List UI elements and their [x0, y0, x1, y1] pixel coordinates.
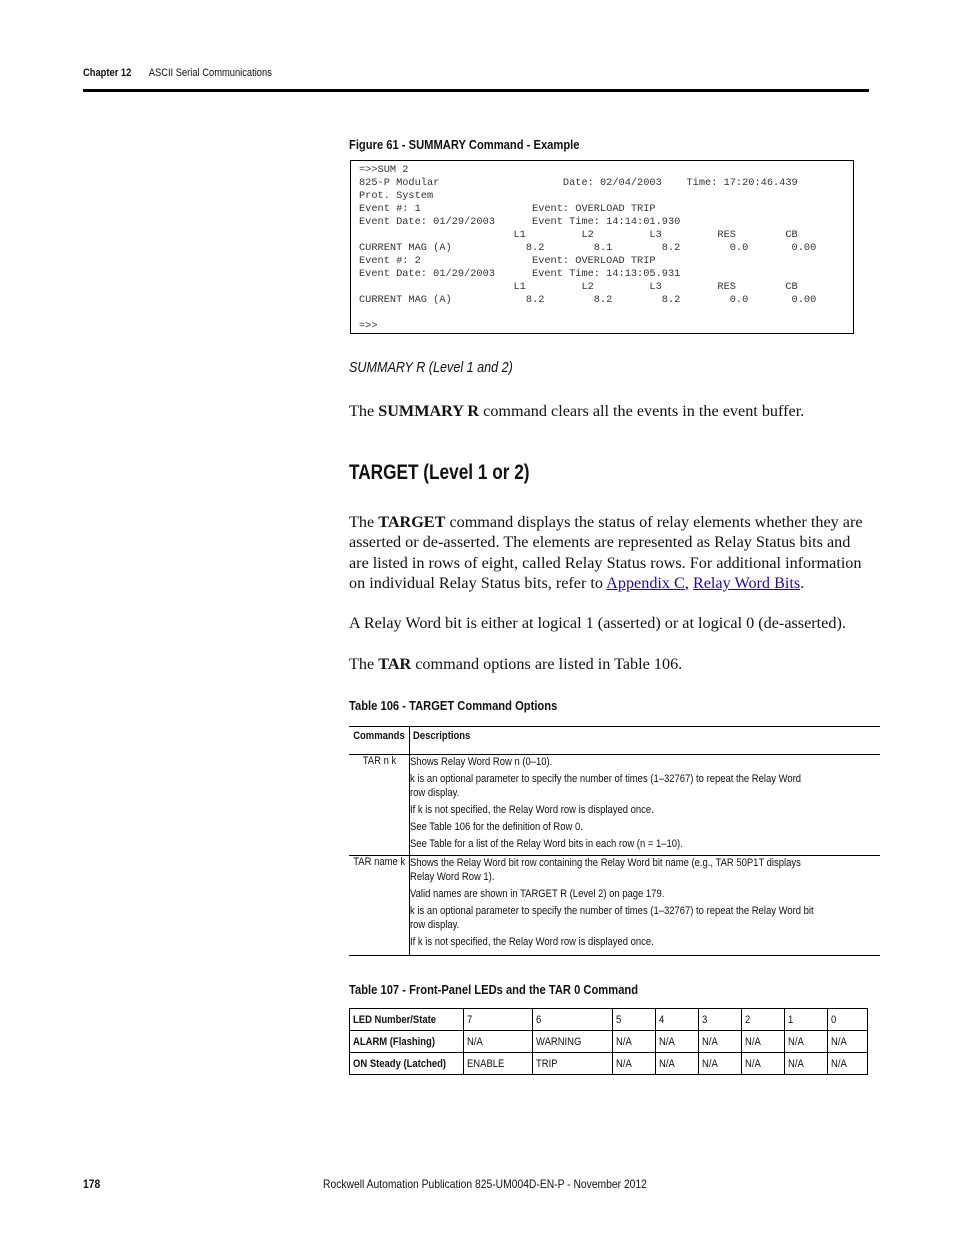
table-cell: WARNING	[533, 1031, 613, 1053]
table-cell: 6	[533, 1009, 613, 1031]
table-cell: N/A	[656, 1031, 699, 1053]
terminal-line: Event #: 2 Event: OVERLOAD TRIP	[359, 255, 656, 267]
table-cell: 1	[785, 1009, 828, 1031]
table-cell: N/A	[656, 1053, 699, 1075]
table-107	[349, 1008, 868, 1075]
table-cell: N/A	[785, 1053, 828, 1075]
chapter-title: ASCII Serial Communications	[148, 67, 272, 79]
chapter-label: Chapter 12	[83, 67, 132, 79]
relay-word-bits-link[interactable]: Relay Word Bits	[692, 573, 801, 592]
description-line: Valid names are shown in TARGET R (Level 2) on page 179.	[410, 888, 665, 900]
table-cell: N/A	[613, 1031, 656, 1053]
table-cell: N/A	[699, 1053, 742, 1075]
terminal-line: Event #: 1 Event: OVERLOAD TRIP	[359, 203, 656, 215]
description-line: k is an optional parameter to specify the number of times (1–32767) to repeat the Relay Word bit row display.	[410, 905, 814, 931]
terminal-output-box	[350, 160, 854, 334]
table-106-caption: Table 106 - TARGET Command Options	[349, 698, 558, 713]
text-run: command clears all the events in the event buffer.	[479, 402, 805, 420]
description-line: k is an optional parameter to specify the number of times (1–32767) to repeat the Relay Word row display.	[410, 773, 802, 799]
table-row	[350, 1031, 868, 1053]
terminal-line: Event Date: 01/29/2003 Event Time: 14:14:01.930	[359, 216, 681, 228]
table-cell: 7	[464, 1009, 533, 1031]
description-line: Shows the Relay Word bit row containing the Relay Word bit name (e.g., TAR 50P1T displays Relay Word Row 1).	[410, 857, 802, 883]
table-cell: N/A	[613, 1053, 656, 1075]
table-cell: N/A	[828, 1053, 868, 1075]
command-cell: TAR name k	[349, 856, 410, 956]
description-line: See Table for a list of the Relay Word bits in each row (n = 1–10).	[410, 838, 684, 850]
table-cell: 4	[656, 1009, 699, 1031]
target-heading: TARGET (Level 1 or 2)	[349, 461, 530, 484]
running-header	[83, 67, 272, 79]
terminal-output-text	[351, 161, 853, 333]
text-run: The	[349, 402, 379, 420]
table-cell: N/A	[742, 1031, 785, 1053]
description-cell	[410, 856, 881, 956]
table-cell: ENABLE	[464, 1053, 533, 1075]
terminal-line: =>>	[359, 320, 378, 332]
command-name: TARGET	[378, 513, 446, 531]
description-line: If k is not specified, the Relay Word row is displayed once.	[410, 804, 655, 816]
table-cell: 2	[742, 1009, 785, 1031]
command-name: TAR	[378, 655, 412, 673]
summary-r-paragraph	[349, 401, 869, 421]
terminal-line: L1 L2 L3 RES CB	[513, 281, 798, 293]
terminal-line: CURRENT MAG (A) 8.2 8.1 8.2 0.0 0.00	[359, 242, 817, 254]
text-run: command options are listed in Table 106.	[411, 655, 683, 673]
summary-r-heading: SUMMARY R (Level 1 and 2)	[349, 359, 513, 376]
table-107-caption: Table 107 - Front-Panel LEDs and the TAR 0 Command	[349, 982, 639, 997]
text-run: .	[800, 573, 805, 592]
text-run: The	[349, 655, 379, 673]
table-row	[350, 1053, 868, 1075]
row-label: LED Number/State	[350, 1009, 464, 1031]
table-row	[349, 755, 880, 856]
table-cell: 0	[828, 1009, 868, 1031]
command-name: SUMMARY R	[378, 402, 480, 420]
figure-caption: Figure 61 - SUMMARY Command - Example	[349, 137, 580, 152]
terminal-line: =>>SUM 2	[359, 164, 409, 176]
description-line: If k is not specified, the Relay Word row is displayed once.	[410, 936, 655, 948]
description-cell	[410, 755, 881, 856]
terminal-line: Event Date: 01/29/2003 Event Time: 14:13:05.931	[359, 268, 681, 280]
description-line: See Table 106 for the definition of Row 0.	[410, 821, 584, 833]
table-cell: 3	[699, 1009, 742, 1031]
table-cell: N/A	[699, 1031, 742, 1053]
description-line: Shows Relay Word Row n (0–10).	[410, 756, 553, 768]
terminal-line: L1 L2 L3 RES CB	[513, 229, 798, 241]
target-paragraph-1	[349, 512, 869, 593]
terminal-line: CURRENT MAG (A) 8.2 8.2 8.2 0.0 0.00	[359, 294, 817, 306]
appendix-c-link[interactable]: Appendix C	[606, 573, 685, 592]
command-cell: TAR n k	[349, 755, 410, 856]
table-106	[349, 726, 880, 956]
text-run: The	[349, 513, 379, 531]
row-label: ALARM (Flashing)	[350, 1031, 464, 1053]
column-header: Commands	[349, 727, 410, 755]
text-run: command displays the status of relay elements whether they are asserted or de-asserted. The elements are represented as Relay Status bits and are listed in rows of eight, called Relay Status rows. For additional information on individual Relay Status bits, refer to	[349, 513, 863, 592]
table-cell: N/A	[828, 1031, 868, 1053]
table-cell: 5	[613, 1009, 656, 1031]
table-cell: TRIP	[533, 1053, 613, 1075]
target-paragraph-2: A Relay Word bit is either at logical 1 (asserted) or at logical 0 (de-asserted).	[349, 614, 846, 632]
page-number: 178	[83, 1177, 101, 1191]
table-cell: N/A	[464, 1031, 533, 1053]
table-row	[349, 856, 880, 956]
column-header: Descriptions	[410, 727, 881, 755]
target-paragraph-3	[349, 654, 869, 674]
table-cell: N/A	[785, 1031, 828, 1053]
terminal-line: Prot. System	[359, 190, 434, 202]
table-cell: N/A	[742, 1053, 785, 1075]
publication-footer: Rockwell Automation Publication 825-UM004D-EN-P - November 2012	[323, 1177, 647, 1191]
terminal-line: 825-P Modular Date: 02/04/2003 Time: 17:20:46.439	[359, 177, 798, 189]
text-run: ,	[684, 573, 693, 592]
header-rule	[83, 89, 869, 92]
table-row	[350, 1009, 868, 1031]
row-label: ON Steady (Latched)	[350, 1053, 464, 1075]
